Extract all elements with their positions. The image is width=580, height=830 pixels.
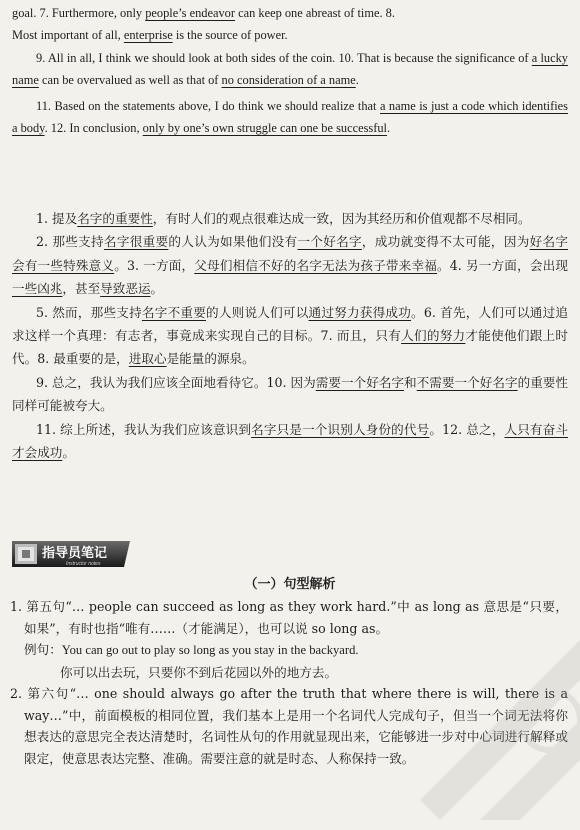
highlight-phrase: 名字的重要性 bbox=[77, 211, 153, 226]
chinese-paragraph-4: 9. 总之，我认为我们应该全面地看待它。10. 因为需要一个好名字和不需要一个好名字的重要性同样可能被夸大。 bbox=[12, 374, 569, 414]
logo-title: 指导员笔记 bbox=[42, 546, 108, 561]
logo-subtitle: Instructor notes bbox=[66, 561, 101, 567]
note-item-1: 1. 第五句“… people can succeed as long as they work hard.”中 as long as 意思是“只要，如果”，有时也指“唯有……（才能满足），也可以说 so long as。 bbox=[10, 599, 568, 636]
highlight-phrase: a lucky name bbox=[12, 50, 568, 87]
example-english: You can go out to play so long as you stay in the backyard. bbox=[61, 643, 359, 657]
chinese-translation bbox=[12, 207, 568, 464]
highlight-phrase: 名字只是一个识别人身份的代号 bbox=[251, 421, 430, 437]
highlight-phrase: a name is just a code which identifies a body bbox=[12, 99, 568, 136]
highlight-phrase: 通过努力获得成功 bbox=[308, 304, 412, 320]
highlight-phrase: 进取心 bbox=[128, 351, 167, 367]
highlight-phrase: enterprise bbox=[123, 28, 173, 43]
highlight-phrase: only by one’s own struggle can one be successful bbox=[142, 121, 387, 136]
highlight-phrase: 名字很重要 bbox=[103, 234, 169, 250]
english-paragraph-3: 11. Based on the statements above, I do think we should realize that a name is just a code which identifies a body. 12. In conclusion, only by one’s own struggle can one be successful. bbox=[12, 99, 568, 136]
instructor-notes-logo bbox=[12, 539, 132, 569]
highlight-phrase: 需要一个好名字 bbox=[315, 374, 405, 390]
english-paragraph-1: goal. 7. Furthermore, only people’s endeavor can keep one abreast of time. 8. Most important of all, enterprise is the source of power. bbox=[12, 6, 395, 43]
section-title: （一）句型解析 bbox=[244, 577, 336, 592]
highlight-phrase: 好名字会有一些特殊意义 bbox=[12, 234, 569, 273]
highlight-phrase: 不需要一个好名字 bbox=[416, 374, 518, 390]
highlight-phrase: no consideration of a name bbox=[221, 72, 356, 87]
highlight-phrase: 名字不重要 bbox=[141, 304, 207, 320]
highlight-phrase: 人只有奋斗才会成功 bbox=[12, 421, 568, 461]
english-paragraph-2: 9. All in all, I think we should look at both sides of the coin. 10. That is because the significance of a lucky name can be overvalued as well as that of no consideration of a name. bbox=[12, 50, 568, 87]
note-item-2: 2. 第六句“… one should always go after the truth that where there is will, there is a way…”中，前面模板的相同位置，我们基本上是用一个名词代人完成句子，但当一个词无法将你想表达的意思完全表达清楚时，名词性从句的作用就显现出来，它能够进一步对中心词进行解释或限定，使意思表达完整、准确。需要注意的就是时态、人称保持一致。 bbox=[10, 686, 568, 766]
english-passage bbox=[12, 2, 568, 140]
decorative-stamp bbox=[400, 600, 580, 830]
chinese-paragraph-2: 2. 那些支持名字很重要的人认为如果他们没有一个好名字，成功就变得不太可能，因为好名字会有一些特殊意义。3. 一方面，父母们相信不好的名字无法为孩子带来幸福。4. 另一方面，会出现一些凶兆，甚至导致恶运。 bbox=[12, 234, 569, 297]
highlight-phrase: 一个好名字 bbox=[297, 234, 362, 250]
example-translation: 你可以出去玩，只要你不到后花园以外的地方去。 bbox=[60, 664, 338, 680]
chinese-paragraph-1: 1. 提及名字的重要性，有时人们的观点很难达成一致，因为其经历和价值观都不尽相同。 bbox=[36, 211, 531, 226]
highlight-phrase: 人们的努力 bbox=[401, 328, 466, 344]
chinese-paragraph-3: 5. 然而，那些支持名字不重要的人则说人们可以通过努力获得成功。6. 首先，人们可以通过追求这样一个真理：有志者，事竟成来实现自己的目标。7. 而且，只有人们的努力才能使他们跟上时代。8. 最重要的是，进取心是能量的源泉。 bbox=[12, 304, 569, 367]
chinese-paragraph-5: 11. 综上所述，我认为我们应该意识到名字只是一个识别人身份的代号。12. 总之，人只有奋斗才会成功。 bbox=[12, 421, 568, 461]
highlight-phrase: 导致恶运 bbox=[100, 281, 151, 297]
example-label: 例句： bbox=[24, 642, 62, 657]
highlight-phrase: 父母们相信不好的名字无法为孩子带来幸福 bbox=[194, 257, 437, 273]
highlight-phrase: people’s endeavor bbox=[145, 6, 235, 20]
highlight-phrase: 一些凶兆 bbox=[12, 281, 63, 297]
